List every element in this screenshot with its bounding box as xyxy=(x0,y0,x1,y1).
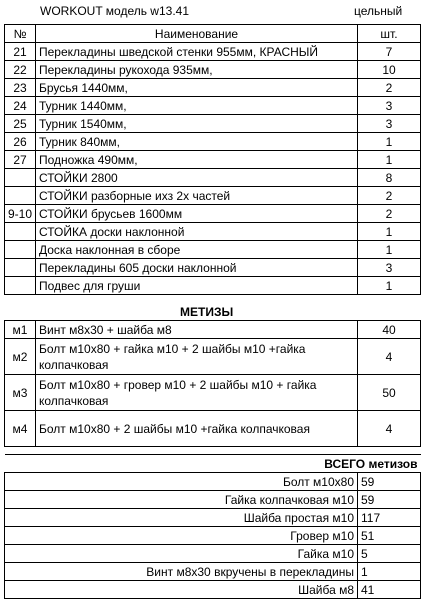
hardware-row xyxy=(5,375,421,411)
part-number xyxy=(5,241,36,259)
totals-item-name: Гровер м10 xyxy=(5,527,358,545)
col-header-qty: шт. xyxy=(358,25,421,43)
part-number: 26 xyxy=(5,133,36,151)
part-name: Брусья 1440мм, xyxy=(36,79,358,97)
parts-row xyxy=(5,133,421,151)
parts-table xyxy=(4,24,421,295)
part-number: 22 xyxy=(5,61,36,79)
part-number: 21 xyxy=(5,43,36,61)
part-number xyxy=(5,259,36,277)
part-qty: 1 xyxy=(358,151,421,169)
hardware-code: м3 xyxy=(5,375,36,411)
part-qty: 1 xyxy=(358,277,421,295)
hardware-row xyxy=(5,411,421,447)
totals-row xyxy=(5,509,421,527)
hardware-name: Болт м10х80 + гровер м10 + 2 шайбы м10 + гайка колпачковая xyxy=(36,375,358,411)
part-qty: 2 xyxy=(358,79,421,97)
part-qty: 7 xyxy=(358,43,421,61)
totals-row xyxy=(5,545,421,563)
part-number: 27 xyxy=(5,151,36,169)
part-number: 23 xyxy=(5,79,36,97)
totals-row xyxy=(5,491,421,509)
parts-row xyxy=(5,241,421,259)
part-number xyxy=(5,187,36,205)
part-qty: 8 xyxy=(358,169,421,187)
totals-item-qty: 5 xyxy=(358,545,421,563)
part-qty: 2 xyxy=(358,187,421,205)
part-qty: 3 xyxy=(358,115,421,133)
col-header-name: Наименование xyxy=(36,25,358,43)
part-name: СТОЙКА доски наклонной xyxy=(36,223,358,241)
hardware-code: м2 xyxy=(5,339,36,375)
part-qty: 2 xyxy=(358,205,421,223)
part-name: СТОЙКИ разборные ихз 2х частей xyxy=(36,187,358,205)
totals-item-qty: 59 xyxy=(358,473,421,491)
totals-row xyxy=(5,581,421,599)
part-number xyxy=(5,223,36,241)
totals-item-qty: 41 xyxy=(358,581,421,599)
document-title: WORKOUT модель w13.41 xyxy=(40,4,189,18)
part-name: Доска наклонная в сборе xyxy=(36,241,358,259)
totals-item-name: Шайба простая м10 xyxy=(5,509,358,527)
part-name: Турник 1540мм, xyxy=(36,115,358,133)
part-name: СТОЙКИ 2800 xyxy=(36,169,358,187)
totals-item-name: Гайка м10 xyxy=(5,545,358,563)
part-name: Перекладины 605 доски наклонной xyxy=(36,259,358,277)
part-number xyxy=(5,277,36,295)
parts-row xyxy=(5,259,421,277)
parts-row xyxy=(5,169,421,187)
part-number: 24 xyxy=(5,97,36,115)
part-name: Перекладины шведской стенки 955мм, КРАСНЫЙ xyxy=(36,43,358,61)
parts-row xyxy=(5,205,421,223)
part-qty: 1 xyxy=(358,133,421,151)
totals-table xyxy=(4,454,421,599)
part-qty: 1 xyxy=(358,241,421,259)
part-number: 25 xyxy=(5,115,36,133)
parts-row xyxy=(5,151,421,169)
parts-row xyxy=(5,61,421,79)
parts-row xyxy=(5,223,421,241)
hardware-heading: МЕТИЗЫ xyxy=(180,305,234,319)
part-qty: 10 xyxy=(358,61,421,79)
totals-item-name: Шайба м8 xyxy=(5,581,358,599)
totals-header-row xyxy=(5,455,421,473)
totals-item-name: Гайка колпачковая м10 xyxy=(5,491,358,509)
hardware-code: м4 xyxy=(5,411,36,447)
part-name: Турник 1440мм, xyxy=(36,97,358,115)
totals-row xyxy=(5,527,421,545)
parts-row xyxy=(5,43,421,61)
part-name: Подвес для груши xyxy=(36,277,358,295)
parts-row xyxy=(5,277,421,295)
totals-item-qty: 1 xyxy=(358,563,421,581)
totals-item-qty: 117 xyxy=(358,509,421,527)
parts-row xyxy=(5,115,421,133)
part-name: Подножка 490мм, xyxy=(36,151,358,169)
hardware-qty: 50 xyxy=(358,375,421,411)
hardware-row xyxy=(5,339,421,375)
totals-heading: ВСЕГО метизов xyxy=(5,455,421,473)
parts-row xyxy=(5,187,421,205)
part-qty: 3 xyxy=(358,97,421,115)
col-header-number: № xyxy=(5,25,36,43)
hardware-code: м1 xyxy=(5,321,36,339)
hardware-name: Болт м10х80 + гайка м10 + 2 шайбы м10 +гайка колпачковая xyxy=(36,339,358,375)
hardware-table xyxy=(4,320,421,447)
hardware-row xyxy=(5,321,421,339)
hardware-name: Болт м10х80 + 2 шайбы м10 +гайка колпачковая xyxy=(36,411,358,447)
document-subtitle: цельный xyxy=(354,4,403,18)
part-name: Турник 840мм, xyxy=(36,133,358,151)
part-number: 9-10 xyxy=(5,205,36,223)
part-number xyxy=(5,169,36,187)
totals-item-name: Винт м8х30 вкручены в перекладины xyxy=(5,563,358,581)
totals-row xyxy=(5,473,421,491)
part-name: Перекладины рукохода 935мм, xyxy=(36,61,358,79)
totals-item-qty: 51 xyxy=(358,527,421,545)
hardware-qty: 4 xyxy=(358,339,421,375)
hardware-name: Винт м8х30 + шайба м8 xyxy=(36,321,358,339)
parts-row xyxy=(5,97,421,115)
hardware-qty: 4 xyxy=(358,411,421,447)
part-name: СТОЙКИ брусьев 1600мм xyxy=(36,205,358,223)
totals-item-name: Болт м10х80 xyxy=(5,473,358,491)
parts-row xyxy=(5,79,421,97)
part-qty: 3 xyxy=(358,259,421,277)
totals-item-qty: 59 xyxy=(358,491,421,509)
hardware-qty: 40 xyxy=(358,321,421,339)
part-qty: 1 xyxy=(358,223,421,241)
parts-header-row xyxy=(5,25,421,43)
totals-row xyxy=(5,563,421,581)
